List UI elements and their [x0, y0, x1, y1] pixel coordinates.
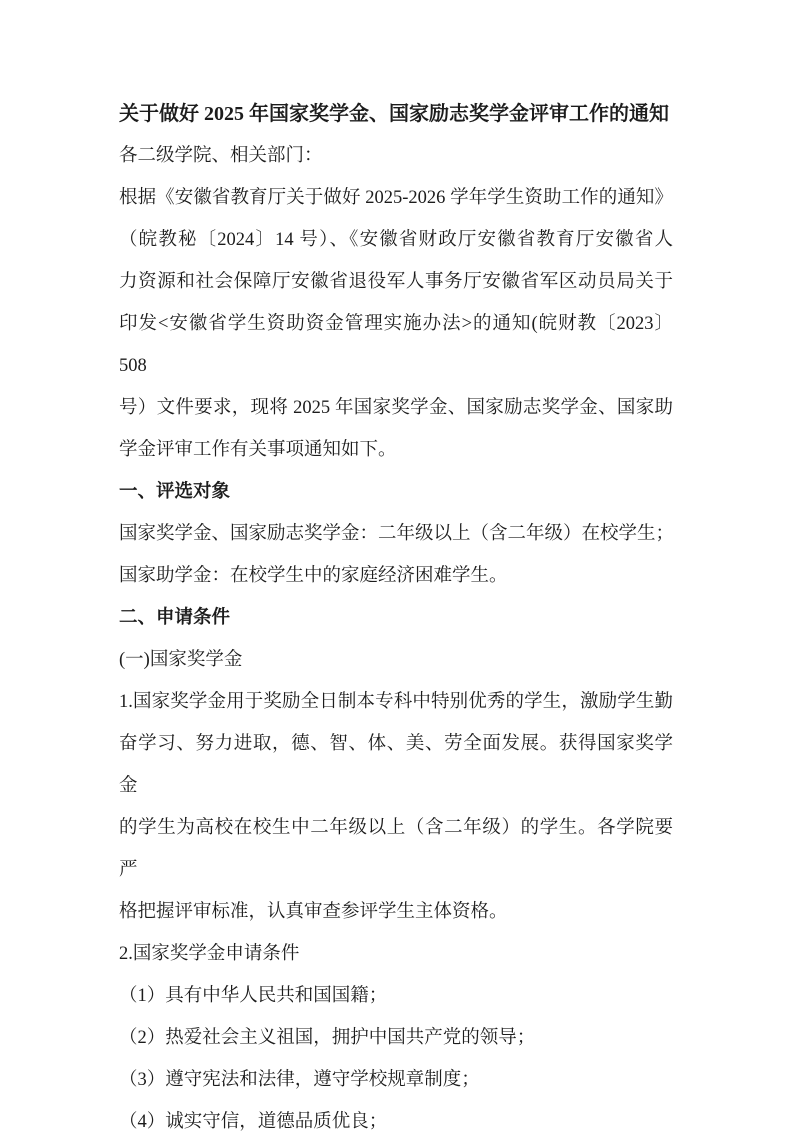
- list-item-line: （1）具有中华人民共和国国籍；: [119, 986, 388, 1006]
- document-content: [119, 93, 673, 1143]
- list-item-line: （4）诚实守信，道德品质优良；: [119, 1112, 388, 1132]
- list-item-line: （3）遵守宪法和法律，遵守学校规章制度；: [119, 1070, 480, 1090]
- body-line: （皖教秘〔2024〕14 号）、《安徽省财政厅安徽省教育厅安徽省人: [119, 230, 673, 250]
- body-line: 的学生为高校在校生中二年级以上（含二年级）的学生。各学院要严: [119, 818, 673, 880]
- body-line: 学金评审工作有关事项通知如下。: [119, 440, 397, 460]
- body-line: 国家奖学金、国家励志奖学金：二年级以上（含二年级）在校学生；: [119, 524, 675, 544]
- section-heading-2: 二、申请条件: [119, 608, 231, 628]
- body-line: 号）文件要求，现将 2025 年国家奖学金、国家励志奖学金、国家助: [119, 398, 673, 418]
- body-line: 根据《安徽省教育厅关于做好 2025-2026 学年学生资助工作的通知》: [119, 188, 673, 208]
- body-line: 1.国家奖学金用于奖励全日制本专科中特别优秀的学生，激励学生勤: [119, 692, 673, 712]
- subheading-line: (一)国家奖学金: [119, 650, 243, 670]
- body-line: 国家助学金：在校学生中的家庭经济困难学生。: [119, 566, 508, 586]
- body-line: 奋学习、努力进取，德、智、体、美、劳全面发展。获得国家奖学金: [119, 734, 673, 796]
- document-title: 关于做好 2025 年国家奖学金、国家励志奖学金评审工作的通知: [119, 103, 669, 125]
- body-line: 2.国家奖学金申请条件: [119, 944, 300, 964]
- list-item-line: （2）热爱社会主义祖国，拥护中国共产党的领导；: [119, 1028, 536, 1048]
- body-line: 力资源和社会保障厅安徽省退役军人事务厅安徽省军区动员局关于: [119, 272, 673, 292]
- section-heading-1: 一、评选对象: [119, 482, 231, 502]
- body-line: 印发<安徽省学生资助资金管理实施办法>的通知(皖财教〔2023〕508: [119, 314, 673, 376]
- salutation-line: 各二级学院、相关部门：: [119, 146, 323, 166]
- body-line: 格把握评审标准，认真审查参评学生主体资格。: [119, 902, 508, 922]
